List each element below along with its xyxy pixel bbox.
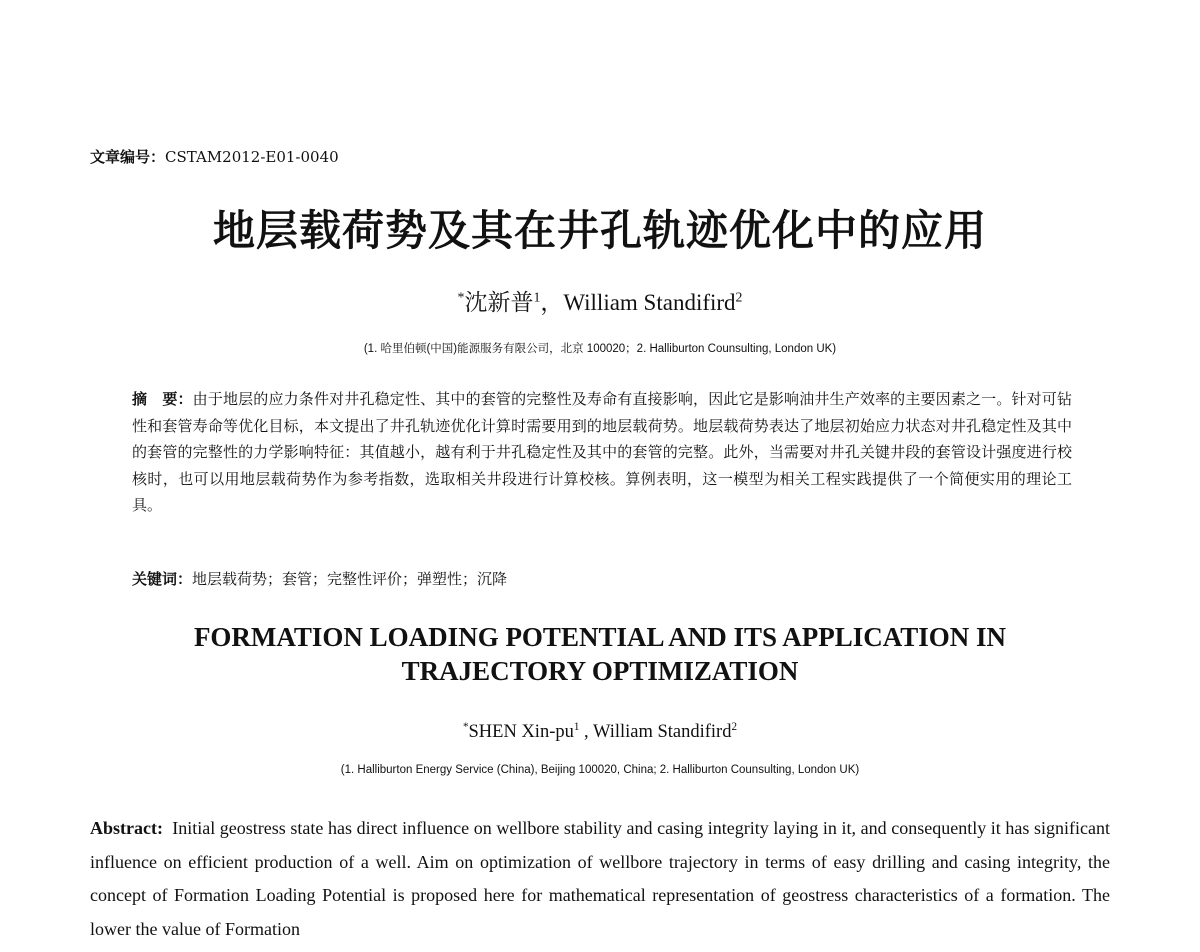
- author2-name: William Standifird: [563, 290, 736, 315]
- abstract-en-label: Abstract:: [90, 818, 163, 838]
- author-separator: ，: [540, 290, 564, 315]
- author-separator-en: ,: [579, 722, 593, 742]
- title-chinese: 地层载荷势及其在井孔轨迹优化中的应用: [212, 206, 987, 255]
- abstract-chinese: [132, 386, 1072, 519]
- title-english: [0, 620, 1200, 688]
- abstract-english: [90, 812, 1110, 952]
- article-number-value: CSTAM2012-E01-0040: [165, 148, 339, 166]
- authors-chinese: [0, 284, 1200, 317]
- keywords-cn-label: 关键词：: [132, 570, 193, 588]
- author1-name: 沈新普: [464, 290, 534, 315]
- corresponding-marker: *: [457, 289, 465, 305]
- corresponding-marker-en: *: [462, 720, 469, 733]
- article-number-label: 文章编号：: [90, 148, 166, 166]
- author2-affil-sup: 2: [735, 289, 743, 305]
- abstract-cn-label: 摘 要：: [132, 390, 193, 408]
- abstract-cn-text: 由于地层的应力条件对井孔稳定性、其中的套管的完整性及寿命有直接影响，因此它是影响油井生产效率的主要因素之一。针对可钻性和套管寿命等优化目标，本文提出了井孔轨迹优化计算时需要用到的地层载荷势。地层载荷势表达了地层初始应力状态对井孔稳定性及其中的套管的完整性的力学影响特征：其值越小，越有利于井孔稳定性及其中的套管的完整。此外，当需要对井孔关键井段的套管设计强度进行校核时，也可以用地层载荷势作为参考指数，选取相关井段进行计算校核。算例表明，这一模型为相关工程实践提供了一个简便实用的理论工具。: [132, 390, 1072, 515]
- authors-english: [0, 722, 1200, 743]
- author1-affil-sup: 1: [533, 289, 541, 305]
- title-en-line2: TRAJECTORY OPTIMIZATION: [401, 656, 799, 686]
- author1-affil-sup-en: 1: [573, 720, 580, 733]
- title-en-line1: FORMATION LOADING POTENTIAL AND ITS APPLICATION IN: [193, 622, 1007, 652]
- author1-name-en: SHEN Xin-pu: [468, 722, 574, 742]
- keywords-cn-text: 地层载荷势；套管；完整性评价；弹塑性；沉降: [192, 570, 508, 588]
- author2-name-en: William Standifird: [592, 722, 732, 742]
- abstract-en-text: Initial geostress state has direct influence on wellbore stability and casing integrity laying in it, and consequently it has significant influence on efficient production of a well. Aim on optimization of wellbore trajectory in terms of easy drilling and casing integrity, the concept of Formation Loading Potential is proposed here for mathematical representation of geostress characteristics of a formation. The lower the value of Formation: [90, 818, 1110, 939]
- affiliation-english: (1. Halliburton Energy Service (China), Beijing 100020, China; 2. Halliburton Counsulting, London UK): [340, 764, 860, 776]
- affiliation-chinese: (1. 哈里伯顿(中国)能源服务有限公司，北京 100020；2. Halliburton Counsulting, London UK): [363, 343, 837, 355]
- keywords-chinese: [132, 568, 1072, 589]
- article-number: [90, 146, 339, 167]
- author2-affil-sup-en: 2: [731, 720, 738, 733]
